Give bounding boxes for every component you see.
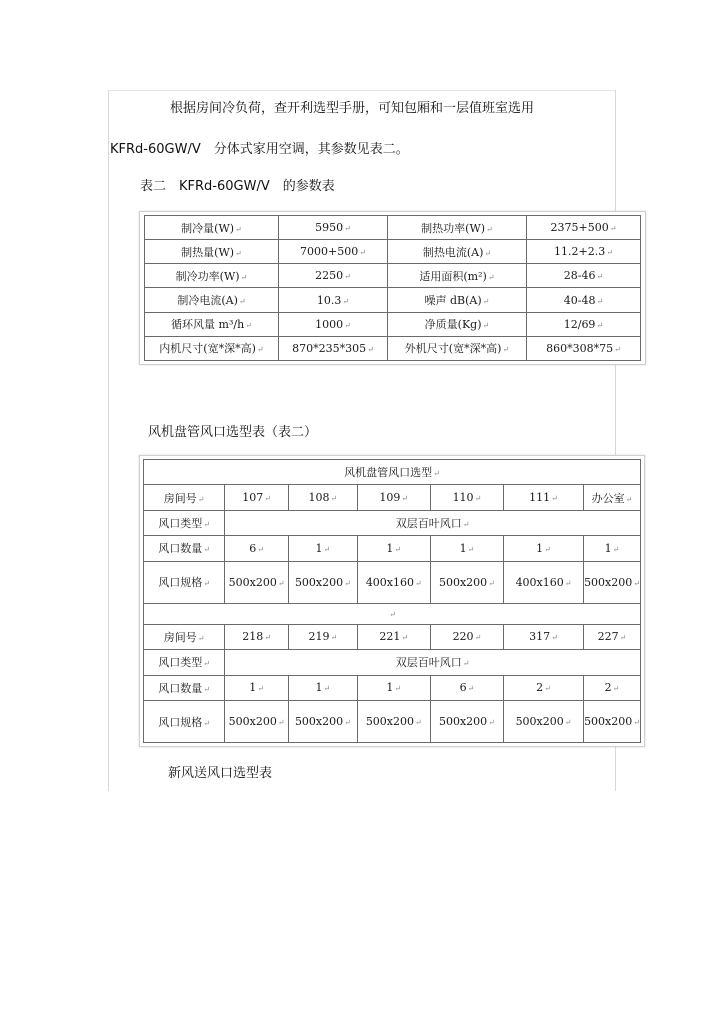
table1-caption: 表二 KFRd-60GW/V 的参数表: [140, 179, 335, 194]
outlet-spec-row: [144, 701, 641, 743]
room-number-cell: 227 ↵: [584, 624, 641, 649]
paragraph-line-2: KFRd-60GW/V 分体式家用空调，其参数见表二。: [110, 142, 409, 157]
param-label-cell: 内机尺寸(宽*深*高) ↵: [145, 336, 279, 360]
room-number-cell: 219 ↵: [289, 624, 358, 649]
outlet-qty-cell: 1 ↵: [504, 536, 584, 561]
outlet-spec-cell: 500x200 ↵: [504, 701, 584, 743]
table-row: [145, 288, 641, 312]
row-label-cell: 房间号 ↵: [144, 624, 225, 649]
room-number-cell: 107 ↵: [225, 485, 289, 510]
room-row: [144, 624, 641, 649]
spacer-cell: [144, 603, 641, 624]
room-number-cell: 110 ↵: [430, 485, 503, 510]
outlet-qty-cell: 6 ↵: [430, 675, 503, 700]
outlet-qty-cell: 1 ↵: [357, 675, 430, 700]
row-label-cell: 风口数量 ↵: [144, 536, 225, 561]
param-value-cell: 2375+500 ↵: [526, 216, 640, 240]
param-value-cell: 5950 ↵: [278, 216, 387, 240]
param-value-cell: 40-48 ↵: [526, 288, 640, 312]
outlet-spec-cell: 500x200 ↵: [289, 701, 358, 743]
outlet-qty-row: [144, 536, 641, 561]
outlet-spec-cell: 500x200 ↵: [289, 561, 358, 603]
outlet-qty-cell: 1 ↵: [584, 536, 641, 561]
ac-parameter-table: [139, 211, 646, 365]
param-label-cell: 外机尺寸(宽*深*高) ↵: [388, 336, 527, 360]
room-number-cell: 221 ↵: [357, 624, 430, 649]
param-value-cell: 28-46 ↵: [526, 264, 640, 288]
table-title-cell: 风机盘管风口选型 ↵: [144, 460, 641, 485]
table-title-row: [144, 460, 641, 485]
param-value-cell: 10.3 ↵: [278, 288, 387, 312]
outlet-spec-cell: 500x200 ↵: [357, 701, 430, 743]
paragraph-line-1: 根据房间冷负荷，查开利选型手册，可知包厢和一层值班室选用: [170, 101, 535, 116]
param-value-cell: 12/69 ↵: [526, 312, 640, 336]
room-number-cell: 218 ↵: [225, 624, 289, 649]
outlet-qty-cell: 1 ↵: [430, 536, 503, 561]
outlet-qty-cell: 1 ↵: [289, 675, 358, 700]
param-value-cell: 2250 ↵: [278, 264, 387, 288]
room-number-cell: 108 ↵: [289, 485, 358, 510]
param-label-cell: 制热量(W) ↵: [145, 240, 279, 264]
row-label-cell: 风口类型 ↵: [144, 650, 225, 675]
room-number-cell: 220 ↵: [430, 624, 503, 649]
outlet-type-cell: 双层百叶风口 ↵: [225, 650, 641, 675]
outlet-qty-cell: 6 ↵: [225, 536, 289, 561]
row-label-cell: 风口数量 ↵: [144, 675, 225, 700]
row-label-cell: 房间号 ↵: [144, 485, 225, 510]
table-row: [145, 264, 641, 288]
outlet-qty-cell: 2 ↵: [504, 675, 584, 700]
room-row: [144, 485, 641, 510]
param-value-cell: 860*308*75 ↵: [526, 336, 640, 360]
outlet-qty-cell: 1 ↵: [357, 536, 430, 561]
outlet-qty-cell: 1 ↵: [289, 536, 358, 561]
param-value-cell: 1000 ↵: [278, 312, 387, 336]
table-row: [145, 336, 641, 360]
table-row: [145, 240, 641, 264]
ac-parameter-grid: [144, 215, 641, 361]
outlet-spec-cell: 500x200 ↵: [430, 701, 503, 743]
outlet-spec-row: [144, 561, 641, 603]
outlet-spec-cell: 500x200 ↵: [584, 561, 641, 603]
fan-coil-outlet-table: [139, 455, 645, 747]
fan-coil-outlet-grid: [143, 459, 641, 743]
param-label-cell: 制冷功率(W) ↵: [145, 264, 279, 288]
room-number-cell: 办公室 ↵: [584, 485, 641, 510]
outlet-qty-row: [144, 675, 641, 700]
row-label-cell: 风口规格 ↵: [144, 701, 225, 743]
spacer-row: [144, 603, 641, 624]
row-label-cell: 风口规格 ↵: [144, 561, 225, 603]
outlet-spec-cell: 500x200 ↵: [225, 701, 289, 743]
param-label-cell: 适用面积(m²) ↵: [388, 264, 527, 288]
param-label-cell: 制热功率(W) ↵: [388, 216, 527, 240]
outlet-spec-cell: 500x200 ↵: [584, 701, 641, 743]
param-value-cell: 11.2+2.3 ↵: [526, 240, 640, 264]
param-label-cell: 制冷量(W) ↵: [145, 216, 279, 240]
outlet-spec-cell: 400x160 ↵: [504, 561, 584, 603]
param-label-cell: 净质量(Kg) ↵: [388, 312, 527, 336]
room-number-cell: 317 ↵: [504, 624, 584, 649]
param-label-cell: 噪声 dB(A) ↵: [388, 288, 527, 312]
table-row: [145, 312, 641, 336]
outlet-spec-cell: 500x200 ↵: [430, 561, 503, 603]
param-value-cell: 7000+500 ↵: [278, 240, 387, 264]
room-number-cell: 109 ↵: [357, 485, 430, 510]
outlet-qty-cell: 2 ↵: [584, 675, 641, 700]
table2-caption: 风机盘管风口选型表（表二）: [148, 425, 318, 440]
param-label-cell: 循环风量 m³/h ↵: [145, 312, 279, 336]
outlet-type-row: [144, 510, 641, 535]
table-row: [145, 216, 641, 240]
outlet-spec-cell: 400x160 ↵: [357, 561, 430, 603]
outlet-qty-cell: 1 ↵: [225, 675, 289, 700]
table3-caption: 新风送风口选型表: [168, 766, 273, 781]
outlet-type-cell: 双层百叶风口 ↵: [225, 510, 641, 535]
outlet-spec-cell: 500x200 ↵: [225, 561, 289, 603]
outlet-type-row: [144, 650, 641, 675]
param-label-cell: 制冷电流(A) ↵: [145, 288, 279, 312]
room-number-cell: 111 ↵: [504, 485, 584, 510]
param-label-cell: 制热电流(A) ↵: [388, 240, 527, 264]
param-value-cell: 870*235*305 ↵: [278, 336, 387, 360]
row-label-cell: 风口类型 ↵: [144, 510, 225, 535]
